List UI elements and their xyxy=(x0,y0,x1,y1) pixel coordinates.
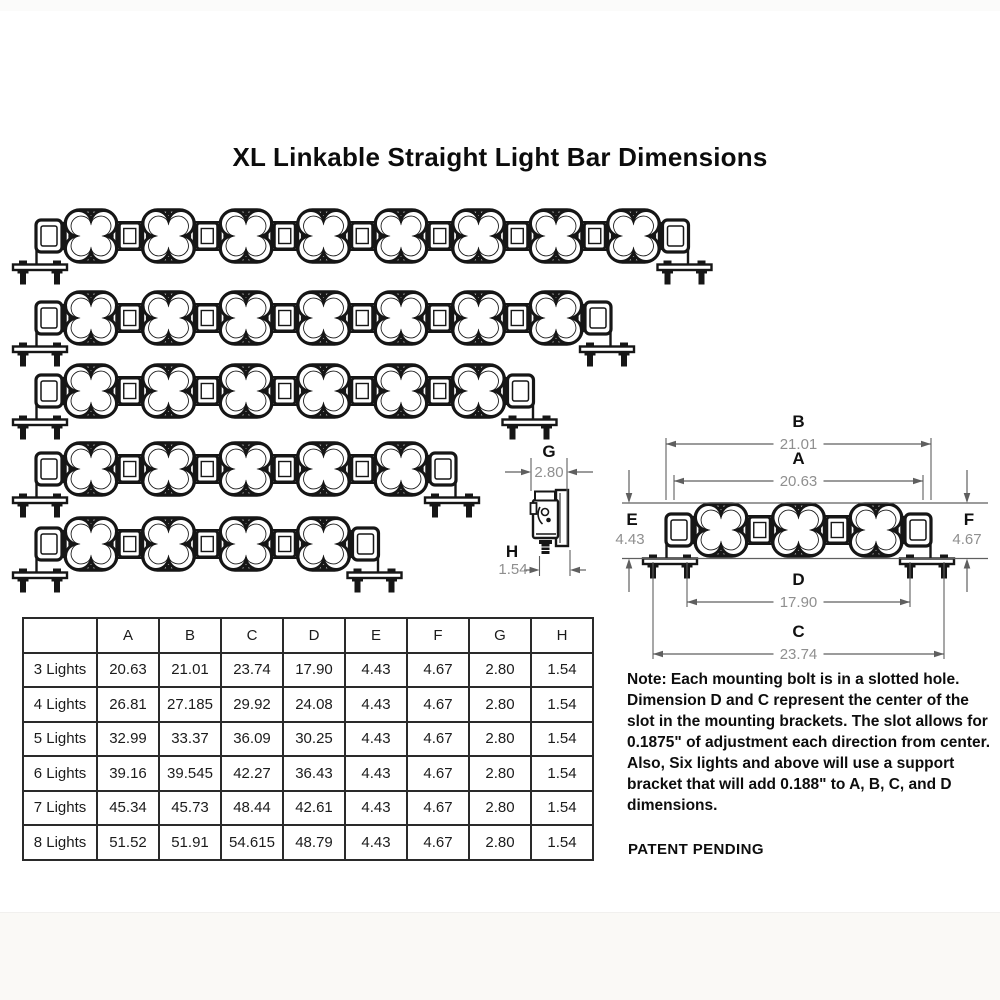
dim-value: 1.54 xyxy=(498,561,528,578)
light-bar-8-lights xyxy=(13,210,712,285)
table-cell: 39.16 xyxy=(97,756,159,791)
table-cell: 2.80 xyxy=(469,825,531,860)
dim-value: 23.74 xyxy=(779,646,818,663)
table-cell: 2.80 xyxy=(469,791,531,826)
table-cell: 26.81 xyxy=(97,687,159,722)
dim-value: 4.43 xyxy=(615,531,645,548)
row-label: 5 Lights xyxy=(23,722,97,757)
table-cell: 4.67 xyxy=(407,722,469,757)
table-cell: 42.61 xyxy=(283,791,345,826)
dim-letter: D xyxy=(792,570,805,589)
row-label: 3 Lights xyxy=(23,653,97,688)
dim-letter: A xyxy=(792,449,805,468)
table-cell: 4.43 xyxy=(345,791,407,826)
dim-letter: C xyxy=(792,622,805,641)
table-cell: 4.43 xyxy=(345,653,407,688)
table-corner-cell xyxy=(23,618,97,653)
table-row xyxy=(23,687,593,722)
table-cell: 30.25 xyxy=(283,722,345,757)
table-cell: 39.545 xyxy=(159,756,221,791)
row-label: 6 Lights xyxy=(23,756,97,791)
table-row xyxy=(23,791,593,826)
table-cell: 20.63 xyxy=(97,653,159,688)
table-cell: 4.67 xyxy=(407,653,469,688)
table-cell: 36.09 xyxy=(221,722,283,757)
table-cell: 29.92 xyxy=(221,687,283,722)
dimensions-table xyxy=(22,617,594,861)
table-cell: 2.80 xyxy=(469,722,531,757)
table-header-cell: F xyxy=(407,618,469,653)
table-header-cell: E xyxy=(345,618,407,653)
table-header-cell: H xyxy=(531,618,593,653)
table-cell: 2.80 xyxy=(469,653,531,688)
table-cell: 21.01 xyxy=(159,653,221,688)
table-cell: 45.34 xyxy=(97,791,159,826)
table-cell: 24.08 xyxy=(283,687,345,722)
table-header-cell: A xyxy=(97,618,159,653)
table-cell: 48.44 xyxy=(221,791,283,826)
dim-letter: B xyxy=(792,412,805,431)
table-cell: 51.91 xyxy=(159,825,221,860)
table-cell: 4.43 xyxy=(345,722,407,757)
dim-value: 20.63 xyxy=(779,473,818,490)
table-cell: 51.52 xyxy=(97,825,159,860)
dim-value: 4.67 xyxy=(952,531,982,548)
light-bar-5-lights xyxy=(13,443,479,518)
table-row xyxy=(23,825,593,860)
table-cell: 1.54 xyxy=(531,653,593,688)
table-cell: 4.43 xyxy=(345,756,407,791)
table-cell: 1.54 xyxy=(531,791,593,826)
table-cell: 1.54 xyxy=(531,756,593,791)
dim-letter: G xyxy=(542,442,556,461)
light-bar-3-lights xyxy=(643,504,954,579)
light-bar-7-lights xyxy=(13,292,634,367)
table-cell: 33.37 xyxy=(159,722,221,757)
table-cell: 23.74 xyxy=(221,653,283,688)
page-title: XL Linkable Straight Light Bar Dimensions xyxy=(232,142,768,172)
table-cell: 4.67 xyxy=(407,825,469,860)
table-cell: 36.43 xyxy=(283,756,345,791)
dim-letter: E xyxy=(626,510,638,529)
table-header-cell: D xyxy=(283,618,345,653)
table-row xyxy=(23,756,593,791)
light-bar-6-lights xyxy=(13,365,557,440)
table-row xyxy=(23,722,593,757)
note-text: Note: Each mounting bolt is in a slotted hole. Dimension D and C represent the center of the slot in the mounting brackets. The slot allows for 0.1875" of adjustment each direction from center. Also, Six lights and above will use a support bracket that will add 0.188" to A, B, C, and D dimensions. xyxy=(627,671,991,814)
table-cell: 1.54 xyxy=(531,687,593,722)
table-cell: 42.27 xyxy=(221,756,283,791)
table-cell: 2.80 xyxy=(469,756,531,791)
table-cell: 1.54 xyxy=(531,722,593,757)
row-label: 8 Lights xyxy=(23,825,97,860)
dim-letter: F xyxy=(963,510,975,529)
table-cell: 4.67 xyxy=(407,791,469,826)
light-bar-4-lights xyxy=(13,518,402,593)
table-cell: 4.67 xyxy=(407,756,469,791)
table-cell: 4.67 xyxy=(407,687,469,722)
dim-value: 2.80 xyxy=(534,464,564,481)
dim-value: 17.90 xyxy=(779,594,818,611)
dim-value: 21.01 xyxy=(779,436,818,453)
table-cell: 17.90 xyxy=(283,653,345,688)
dim-letter: H xyxy=(505,542,519,561)
table-row xyxy=(23,653,593,688)
table-cell: 2.80 xyxy=(469,687,531,722)
table-cell: 32.99 xyxy=(97,722,159,757)
table-cell: 4.43 xyxy=(345,687,407,722)
side-view xyxy=(531,490,569,554)
row-label: 4 Lights xyxy=(23,687,97,722)
table-header-cell: G xyxy=(469,618,531,653)
table-cell: 1.54 xyxy=(531,825,593,860)
table-cell: 45.73 xyxy=(159,791,221,826)
patent-pending-label: PATENT PENDING xyxy=(628,841,764,858)
table-header-cell: C xyxy=(221,618,283,653)
row-label: 7 Lights xyxy=(23,791,97,826)
table-cell: 27.185 xyxy=(159,687,221,722)
table-cell: 48.79 xyxy=(283,825,345,860)
table-header-cell: B xyxy=(159,618,221,653)
table-cell: 54.615 xyxy=(221,825,283,860)
table-cell: 4.43 xyxy=(345,825,407,860)
